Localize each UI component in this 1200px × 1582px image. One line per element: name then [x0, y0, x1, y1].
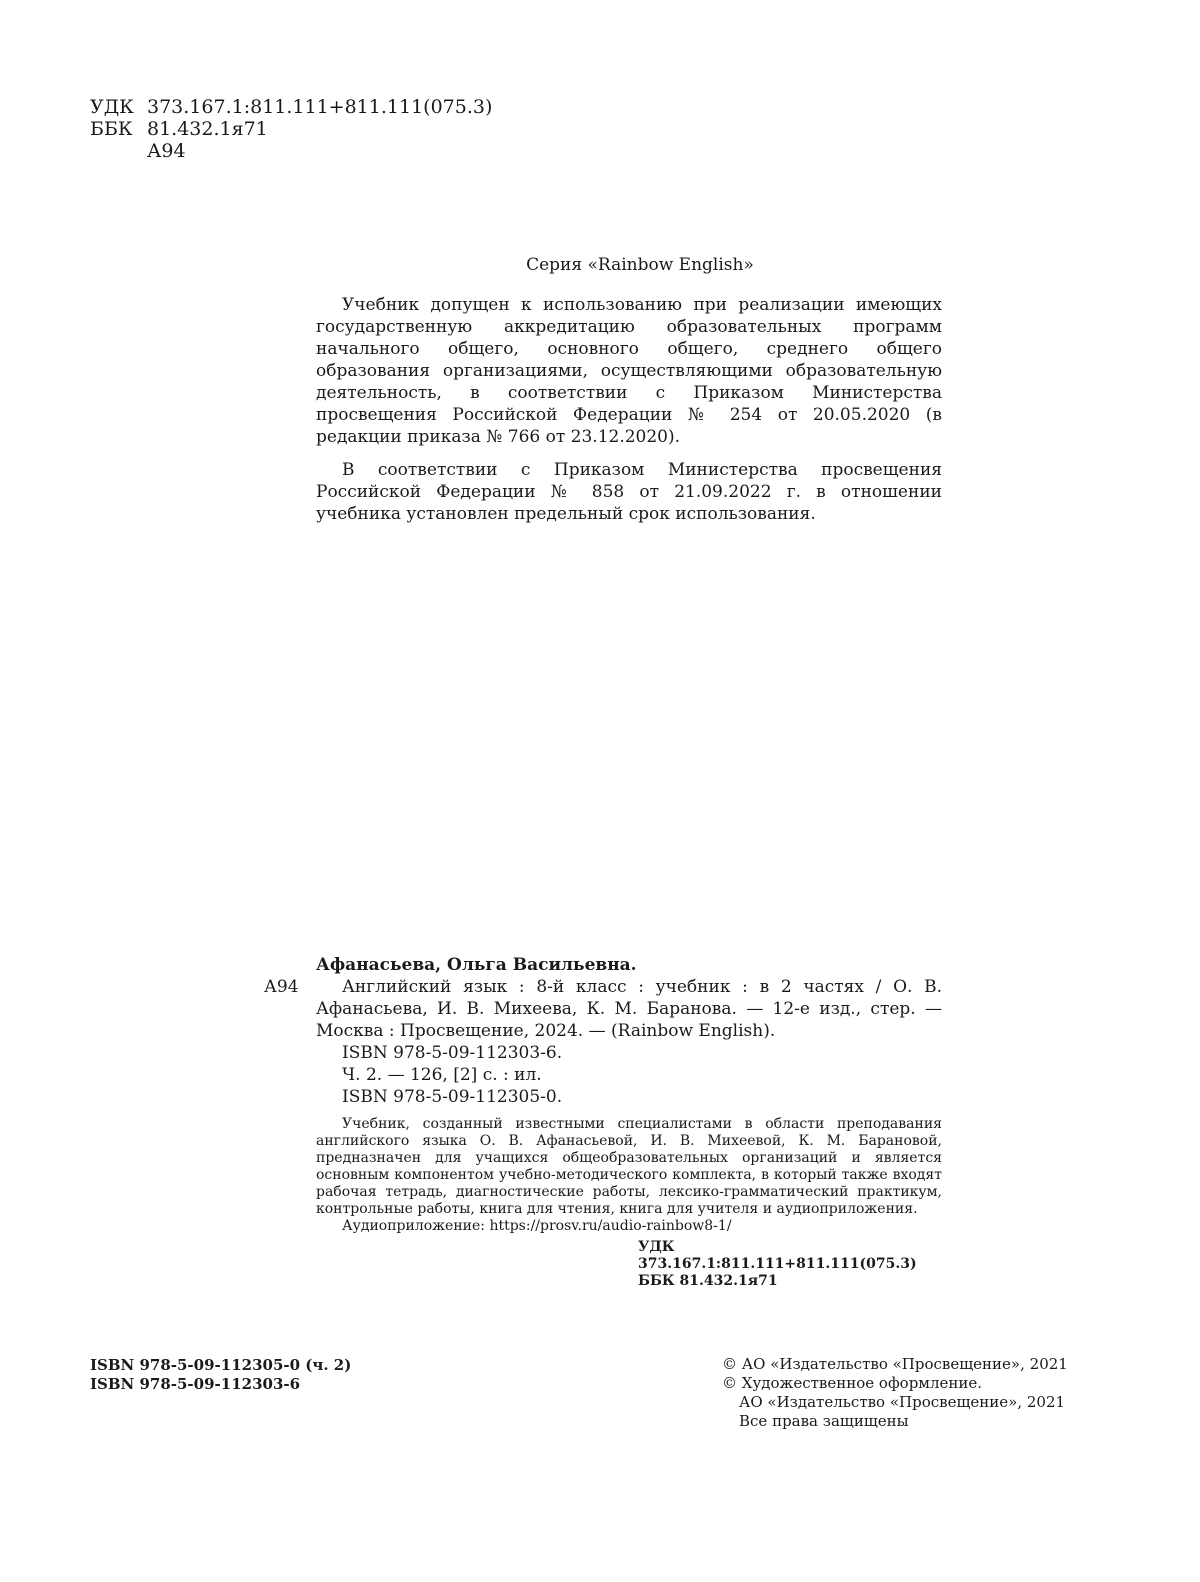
- card-isbn-set: ISBN 978-5-09-112303-6.: [342, 1043, 563, 1063]
- approval-text: [316, 294, 942, 536]
- card-author: Афанасьева, Ольга Васильевна.: [316, 955, 637, 975]
- bbk-label: ББК: [90, 118, 133, 140]
- rights-reserved: Все права защищены: [739, 1412, 909, 1430]
- card-audio-link: Аудиоприложение: https://prosv.ru/audio-rainbow8-1/: [342, 1218, 732, 1234]
- card-code: А94: [264, 977, 299, 997]
- author-mark: А94: [147, 140, 186, 162]
- bbk-value: 81.432.1я71: [147, 118, 268, 140]
- card-part: Ч. 2. — 126, [2] с. : ил.: [342, 1065, 542, 1085]
- bbk-row: [90, 118, 510, 140]
- copyright-line: АО «Издательство «Просвещение», 2021: [739, 1393, 1066, 1411]
- card-abstract: Учебник, созданный известными специалистами в области преподавания английского языка О. В. Афанасьевой, И. В. Михеевой, К. М. Барановой, предназначен для учащихся общеобразовательных организаций и является основным компонентом учебно-методического комплекта, в который также входят рабочая тетрадь, диагностические работы, лексико-грамматический практикум, контрольные работы, книга для чтения, книга для учителя и аудиоприложения.: [316, 1116, 942, 1217]
- card-bbk: ББК 81.432.1я71: [638, 1273, 778, 1289]
- udk-label: УДК: [90, 96, 134, 118]
- catalog-card: [264, 954, 942, 1290]
- copyright-line: © АО «Издательство «Просвещение», 2021: [722, 1355, 1068, 1373]
- card-isbn-part: ISBN 978-5-09-112305-0.: [342, 1087, 563, 1107]
- series-title: Серия «Rainbow English»: [526, 255, 754, 275]
- card-description: Английский язык : 8-й класс : учебник : в 2 частях / О. В. Афанасьева, И. В. Михеева, К. М. Баранова. — 12-е изд., стер. — Москва : Просвещение, 2024. — (Rainbow English).: [316, 977, 942, 1041]
- isbn-part: ISBN 978-5-09-112305-0 (ч. 2): [90, 1356, 352, 1374]
- classification-block: [90, 96, 510, 162]
- approval-paragraph: В соответствии с Приказом Министерства просвещения Российской Федерации № 858 от 21.09.2022 г. в отношении учебника установлен предельный срок использования.: [316, 460, 942, 524]
- copyright-block: [722, 1355, 1068, 1431]
- isbn-set: ISBN 978-5-09-112303-6: [90, 1375, 301, 1393]
- isbn-block: [90, 1356, 351, 1394]
- author-mark-row: [90, 140, 510, 162]
- copyright-line: © Художественное оформление.: [722, 1374, 983, 1392]
- udk-value: 373.167.1:811.111+811.111(075.3): [147, 96, 493, 118]
- udk-row: [90, 96, 510, 118]
- card-udk: УДК 373.167.1:811.111+811.111(075.3): [638, 1239, 917, 1272]
- approval-paragraph: Учебник допущен к использованию при реализации имеющих государственную аккредитацию образовательных программ начального общего, основного общего, среднего общего образования организациями, осуществляющими образовательную деятельность, в соответствии с Приказом Министерства просвещения Российской Федерации № 254 от 20.05.2020 (в редакции приказа № 766 от 23.12.2020).: [316, 295, 942, 447]
